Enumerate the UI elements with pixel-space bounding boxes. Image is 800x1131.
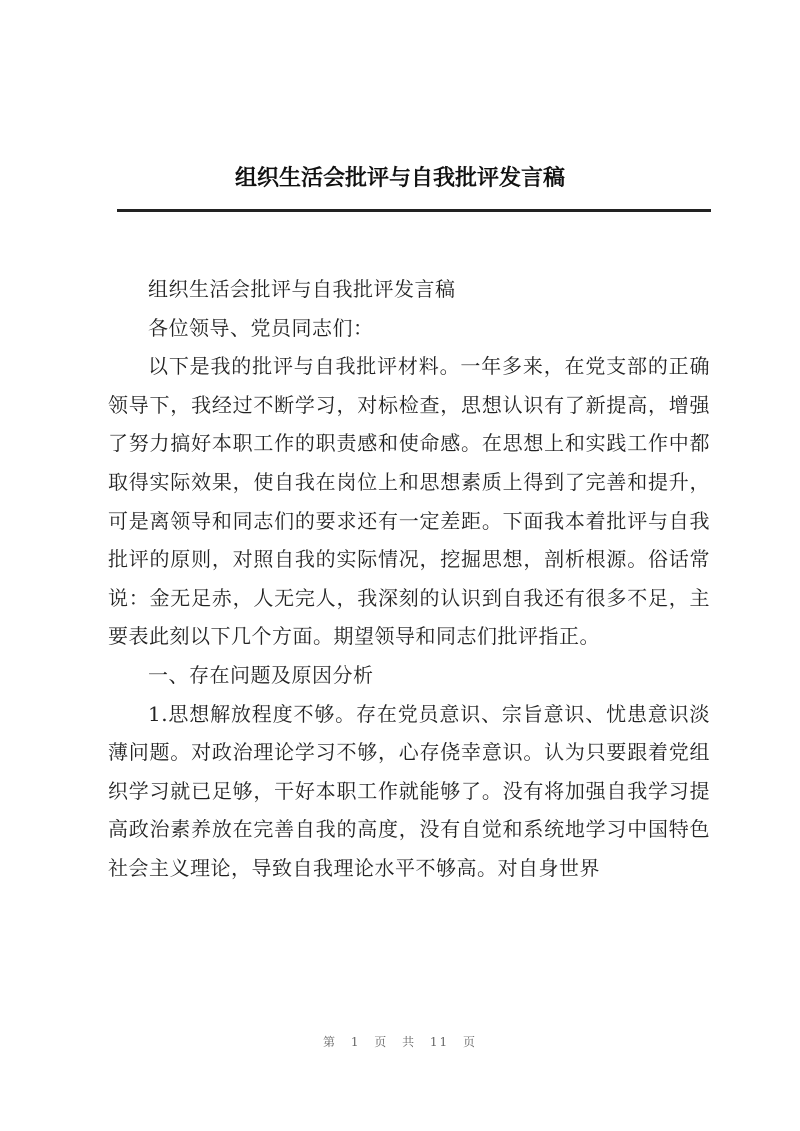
document-body — [108, 270, 710, 888]
body-paragraph-intro: 以下是我的批评与自我批评材料。一年多来，在党支部的正确领导下，我经过不断学习，对标检查，思想认识有了新提高，增强了努力搞好本职工作的职责感和使命感。在思想上和实践工作中都取得实际效果，使自我在岗位上和思想素质上得到了完善和提升，可是离领导和同志们的要求还有一定差距。下面我本着批评与自我批评的原则，对照自我的实际情况，挖掘思想，剖析根源。俗话常说：金无足赤，人无完人，我深刻的认识到自我还有很多不足，主要表此刻以下几个方面。期望领导和同志们批评指正。 — [108, 354, 710, 649]
body-paragraph-heading: 组织生活会批评与自我批评发言稿 — [148, 277, 456, 301]
body-paragraph-salutation: 各位领导、党员同志们： — [148, 315, 374, 340]
section-heading: 一、存在问题及原因分析 — [148, 662, 374, 687]
title-divider — [117, 209, 711, 212]
body-paragraph-point-1: 1.思想解放程度不够。存在党员意识、宗旨意识、忧患意识淡薄问题。对政治理论学习不够，心存侥幸意识。认为只要跟着党组织学习就已足够，干好本职工作就能够了。没有将加强自我学习提高政治素养放在完善自我的高度，没有自觉和系统地学习中国特色社会主义理论，导致自我理论水平不够高。对自身世界 — [108, 701, 710, 880]
page-title: 组织生活会批评与自我批评发言稿 — [234, 166, 565, 191]
page-number-footer: 第 1 页 共 11 页 — [323, 1035, 477, 1049]
